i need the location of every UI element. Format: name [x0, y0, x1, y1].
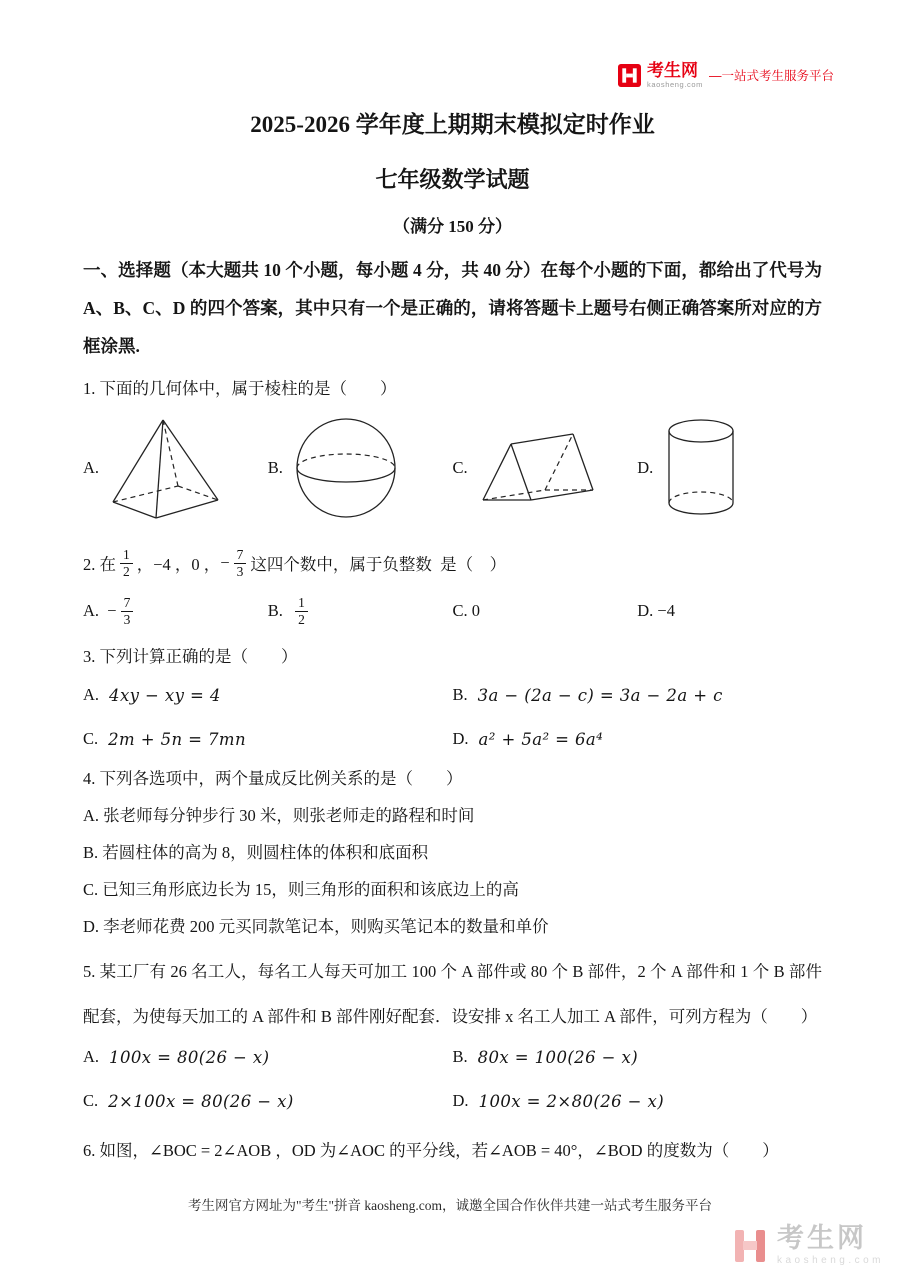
brand-text-block	[647, 62, 703, 89]
brand-name: 考生网	[647, 61, 698, 80]
q5-option-d	[453, 1091, 823, 1111]
fraction-one-half	[120, 547, 133, 579]
math-expression: 3a − (2a − c) = 3a − 2a + c	[477, 685, 723, 705]
option-label: A.	[83, 601, 108, 621]
option-label: D.	[452, 729, 469, 749]
triangular-prism-figure	[475, 422, 603, 514]
minus-sign: −	[107, 601, 117, 621]
kaosheng-logo-icon	[618, 64, 641, 87]
question-2-stem	[83, 547, 822, 579]
math-expression: 4xy − xy = 4	[109, 685, 221, 705]
fraction-numerator: 1	[120, 547, 133, 564]
fraction-numerator: 7	[234, 547, 247, 564]
q4-option-b: B. 若圆柱体的高为 8，则圆柱体的体积和底面积	[83, 843, 429, 863]
sphere-figure	[290, 413, 402, 523]
q2-text-mid: ，−4 ，0 ，	[136, 555, 221, 575]
fraction-denominator: 3	[123, 611, 131, 627]
math-expression: 100x = 2×80(26 − x)	[478, 1091, 665, 1111]
option-label: A.	[83, 685, 100, 705]
option-label: B.	[452, 685, 468, 705]
option-label: C.	[83, 729, 99, 749]
kaosheng-watermark-icon	[731, 1227, 769, 1265]
footer-note: 考生网官方网址为"考生"拼音 kaosheng.com，诚邀全国合作伙伴共建一站式考生服务平台	[187, 1198, 712, 1213]
page-subtitle: 七年级数学试题	[375, 167, 530, 192]
fraction-seven-thirds	[121, 595, 134, 627]
kaosheng-brand	[618, 62, 834, 89]
question-3-options	[83, 685, 822, 749]
option-label: C.	[83, 1091, 99, 1111]
math-expression: 100x = 80(26 − x)	[109, 1047, 270, 1067]
q2-option-d: D. −4	[637, 601, 675, 621]
figure-option-b	[268, 413, 453, 523]
option-label: D.	[452, 1091, 469, 1111]
question-5-stem: 5. 某工厂有 26 名工人，每名工人每天可加工 100 个 A 部件或 80 个 B 部件，2 个 A 部件和 1 个 B 部件配套，为使每天加工的 A 部件和 B 部件刚好配套．设安排 x 名工人加工 A 部件，可列方程为（ ）	[83, 962, 822, 1027]
q3-option-b	[453, 685, 823, 705]
option-label: B.	[267, 601, 292, 621]
question-3-stem: 3. 下列计算正确的是（ ）	[83, 647, 298, 667]
brand-tagline: —一站式考生服务平台	[708, 69, 834, 84]
figure-c-label: C.	[452, 458, 468, 477]
question-4-stem: 4. 下列各选项中，两个量成反比例关系的是（ ）	[83, 769, 463, 789]
q3-option-a	[83, 685, 453, 705]
watermark-domain: kaosheng.com	[776, 1255, 884, 1266]
q2-option-c: C. 0	[452, 601, 481, 621]
figure-option-c	[453, 422, 638, 514]
option-label: B.	[452, 1047, 468, 1067]
fraction-numerator: 1	[295, 595, 308, 612]
fraction-numerator: 7	[121, 595, 134, 612]
q3-option-c	[83, 729, 453, 749]
fraction-one-half	[295, 595, 308, 627]
q2-text-pre: 2. 在	[83, 555, 116, 575]
cylinder-figure	[660, 415, 742, 521]
fraction-seven-thirds	[234, 547, 247, 579]
option-label: A.	[83, 1047, 100, 1067]
pyramid-figure	[106, 414, 224, 522]
q2-text-post: 这四个数中，属于负整数 是（ ）	[250, 555, 507, 575]
fraction-denominator: 2	[298, 611, 305, 627]
figure-a-label: A.	[83, 458, 100, 477]
question-2-options	[83, 595, 822, 627]
brand-domain: kaosheng.com	[647, 80, 703, 89]
math-expression: 2m + 5n = 7mn	[108, 729, 247, 749]
score-note: （满分 150 分）	[393, 217, 512, 236]
q5-option-c	[83, 1091, 453, 1111]
q4-option-d: D. 李老师花费 200 元买同款笔记本，则购买笔记本的数量和单价	[83, 917, 549, 937]
q4-option-c: C. 已知三角形底边长为 15，则三角形的面积和该底边上的高	[83, 880, 519, 900]
figure-option-d	[637, 415, 822, 521]
page-title: 2025-2026 学年度上期期末模拟定时作业	[250, 112, 655, 137]
kaosheng-watermark	[731, 1225, 884, 1266]
watermark-text-block	[777, 1225, 884, 1266]
question-6-stem: 6. 如图，∠BOC = 2∠AOB ，OD 为∠AOC 的平分线，若∠AOB = 40°，∠BOD 的度数为（ ）	[83, 1141, 779, 1161]
figure-option-a	[83, 414, 268, 522]
q4-option-a: A. 张老师每分钟步行 30 米，则张老师走的路程和时间	[83, 806, 475, 826]
math-expression: a² + 5a² = 6a⁴	[478, 729, 604, 749]
q5-option-b	[453, 1047, 823, 1067]
math-expression: 80x = 100(26 − x)	[477, 1047, 639, 1067]
fraction-denominator: 2	[123, 563, 130, 579]
section-1-instructions: 一、选择题（本大题共 10 个小题，每小题 4 分，共 40 分）在每个小题的下面，都给出了代号为 A、B、C、D 的四个答案，其中只有一个是正确的，请将答题卡上题号右侧正确答案所对应的方框涂黑.	[83, 260, 822, 356]
question-5-options	[83, 1047, 822, 1111]
q2-option-a	[83, 595, 268, 627]
question-1-stem: 1. 下面的几何体中，属于棱柱的是（ ）	[83, 379, 397, 398]
q2-minus-sign: −	[220, 553, 230, 573]
q2-option-b	[268, 595, 453, 627]
figure-d-label: D.	[637, 458, 654, 477]
question-1-figures	[83, 409, 822, 527]
q3-option-d	[453, 729, 823, 749]
figure-b-label: B.	[267, 458, 283, 477]
q5-option-a	[83, 1047, 453, 1067]
math-expression: 2×100x = 80(26 − x)	[108, 1091, 294, 1111]
fraction-denominator: 3	[236, 563, 244, 579]
watermark-brand: 考生网	[776, 1223, 867, 1253]
